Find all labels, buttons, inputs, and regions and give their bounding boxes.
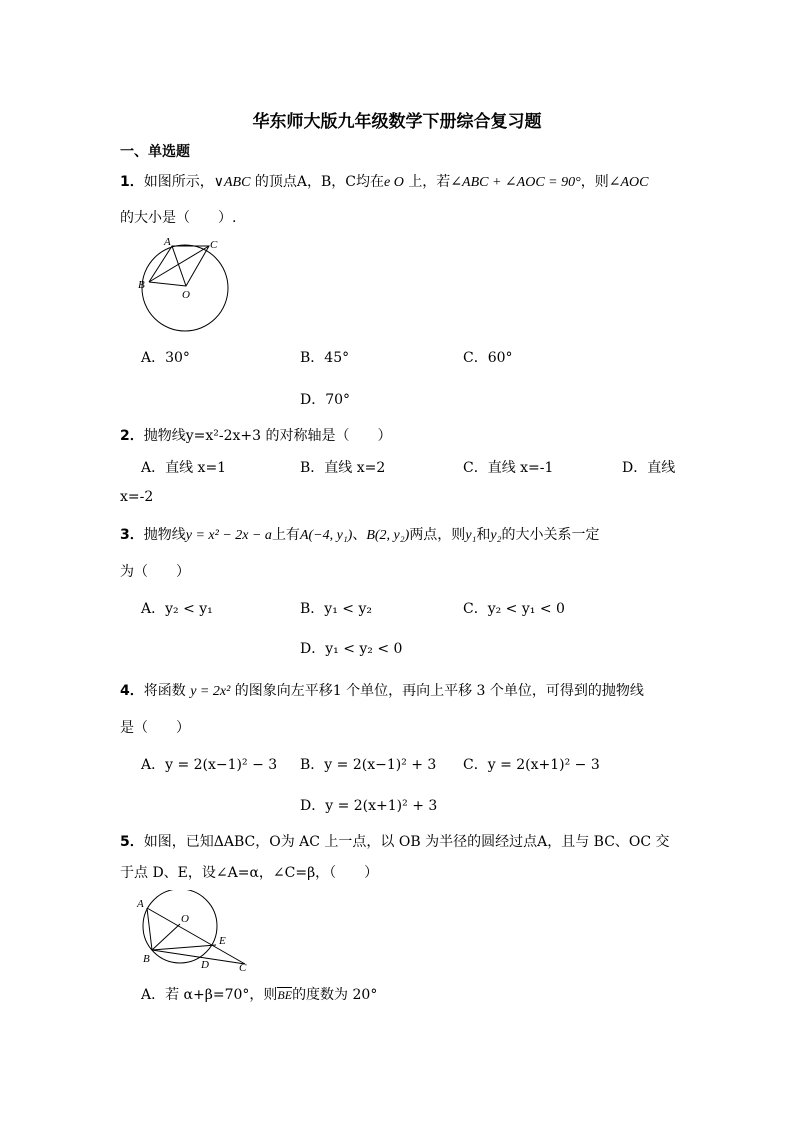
q5-label-o: O xyxy=(181,913,189,925)
q2-option-d-wrap: x=-2 xyxy=(120,489,154,505)
q3-text: 两点，则 xyxy=(409,527,466,543)
q1-option-a[interactable]: A．30° xyxy=(141,350,190,366)
q1-triangle: ∨ABC xyxy=(213,175,251,190)
q2-option-d[interactable]: D．直线 xyxy=(622,460,676,476)
section-heading: 一、单选题 xyxy=(120,144,190,160)
q5-line-bc xyxy=(152,950,245,964)
q1-line-ao xyxy=(172,246,186,286)
question-3-number: 3． xyxy=(120,527,144,543)
q4-text: 将函数 xyxy=(143,683,186,699)
q4-text: 的图象向左平移1 个单位，再向上平移 3 个单位，可得到的抛物线 xyxy=(234,683,644,699)
question-1-line-2: 的大小是（ ）. xyxy=(120,210,237,226)
q3-text: 上有 xyxy=(271,527,300,543)
question-1-line-1 xyxy=(120,171,648,191)
q5-option-a-text: 的度数为 20° xyxy=(292,987,378,1003)
q1-option-b[interactable]: B．45° xyxy=(300,350,350,366)
q5-option-a-text: A．若 α+β=70°，则 xyxy=(141,987,278,1003)
q2-option-a[interactable]: A．直线 x=1 xyxy=(141,460,227,476)
q1-text: 的顶点A，B，C均在 xyxy=(254,174,385,190)
q1-label-b: B xyxy=(138,279,145,291)
q2-option-b[interactable]: B．直线 x=2 xyxy=(300,460,386,476)
question-4-number: 4． xyxy=(120,683,144,699)
q5-label-e: E xyxy=(219,935,226,947)
q5-label-b: B xyxy=(143,953,150,965)
q5-text: 如图，已知ΔABC，O为 AC 上一点，以 OB 为半径的圆经过点A，且与 BC、OC 交 xyxy=(143,834,670,850)
q1-label-o: O xyxy=(182,289,190,301)
q5-line-be xyxy=(152,945,216,950)
q3-point-b: B(2, y₂) xyxy=(366,528,410,543)
question-2-line-1 xyxy=(120,425,392,445)
q1-text: ，则 xyxy=(580,174,609,190)
q1-line-bc xyxy=(149,246,209,282)
q3-y2: y₂ xyxy=(490,528,502,543)
q3-point-a: A(−4, y₁) xyxy=(299,528,353,543)
q5-arc-label: BE xyxy=(277,988,293,1002)
q1-label-c: C xyxy=(210,239,218,251)
q5-line-ac xyxy=(147,908,245,964)
q4-option-c[interactable]: C．y = 2(x+1)² − 3 xyxy=(463,757,600,773)
q3-option-d[interactable]: D．y₁ < y₂ < 0 xyxy=(300,641,403,657)
q2-text: 抛物线y=x²-2x+3 的对称轴是（ ） xyxy=(143,428,392,444)
question-4-line-2: 是（ ） xyxy=(120,720,190,736)
q1-condition: ∠ABC + ∠AOC = 90° xyxy=(450,175,581,190)
question-3-line-2: 为（ ） xyxy=(120,564,190,580)
q2-option-c[interactable]: C．直线 x=-1 xyxy=(463,460,554,476)
question-5-number: 5． xyxy=(120,834,144,850)
q3-y1: y₁ xyxy=(465,528,477,543)
question-5-line-2: 于点 D、E，设∠A=α，∠C=β，（ ） xyxy=(120,865,379,881)
page-title: 华东师大版九年级数学下册综合复习题 xyxy=(252,112,542,132)
q4-option-d[interactable]: D．y = 2(x+1)² + 3 xyxy=(300,798,438,814)
q3-text: 抛物线 xyxy=(143,527,186,543)
q5-line-bo xyxy=(152,924,180,950)
q1-label-a: A xyxy=(164,236,171,248)
q1-option-d[interactable]: D．70° xyxy=(300,392,351,408)
question-4-line-1 xyxy=(120,680,644,700)
q1-ask: ∠AOC xyxy=(608,175,649,190)
q3-text: 的大小关系一定 xyxy=(501,527,600,543)
q1-text: 上，若 xyxy=(408,174,451,190)
q1-figure xyxy=(130,236,240,336)
question-1-number: 1． xyxy=(120,174,144,190)
question-5-line-1 xyxy=(120,831,670,851)
q5-label-d: D xyxy=(201,959,209,971)
q1-option-c[interactable]: C．60° xyxy=(463,350,513,366)
q1-circle-shape xyxy=(142,245,228,331)
q3-equation: y = x² − 2x − a xyxy=(185,528,272,543)
q5-option-a[interactable] xyxy=(141,984,377,1004)
q4-option-a[interactable]: A．y = 2(x−1)² − 3 xyxy=(141,757,278,773)
q3-option-b[interactable]: B．y₁ < y₂ xyxy=(300,601,372,617)
q3-option-c[interactable]: C．y₂ < y₁ < 0 xyxy=(463,601,565,617)
q3-text: 、 xyxy=(352,527,367,543)
question-3-line-1 xyxy=(120,524,600,544)
q4-equation: y = 2x² xyxy=(190,684,231,699)
q5-label-a: A xyxy=(137,898,144,910)
q3-option-a[interactable]: A．y₂ < y₁ xyxy=(141,601,213,617)
q1-circle: e O xyxy=(384,175,404,190)
q4-option-b[interactable]: B．y = 2(x−1)² + 3 xyxy=(300,757,437,773)
q5-figure xyxy=(135,890,255,972)
question-2-number: 2． xyxy=(120,428,144,444)
q3-text: 和 xyxy=(476,527,491,543)
q1-text: 如图所示， xyxy=(143,174,214,190)
q5-label-c: C xyxy=(239,962,247,972)
